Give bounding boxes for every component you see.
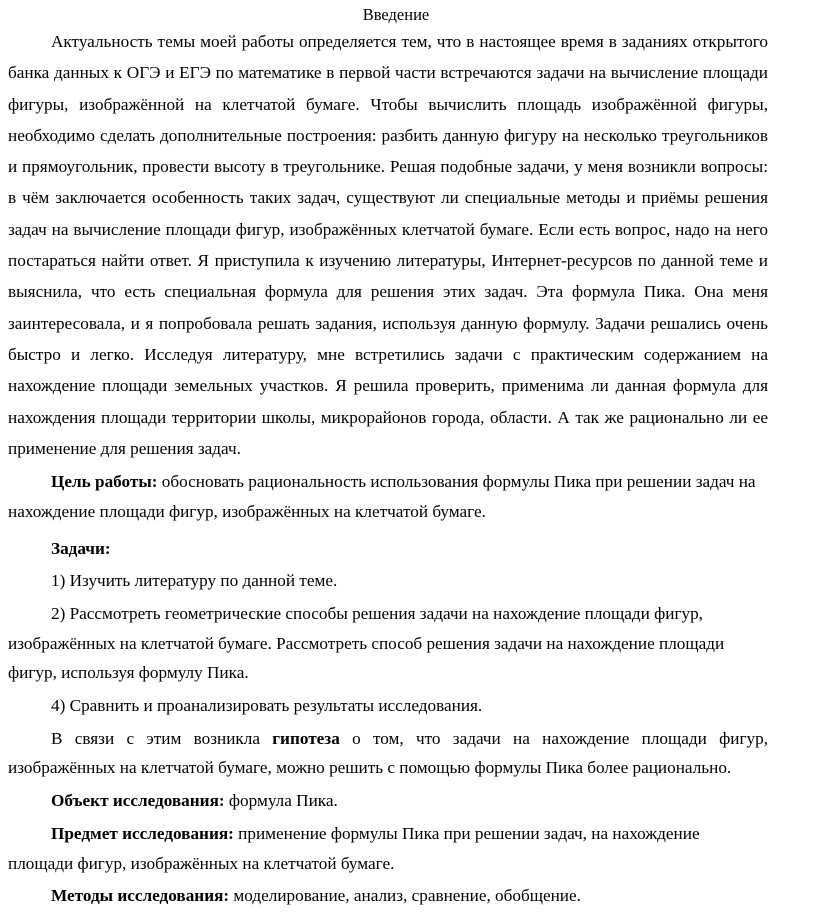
methods-paragraph [8,881,768,911]
task-item-2: 2) Рассмотреть геометрические способы решения задачи на нахождение площади фигур, изображённых на клетчатой бумаге. Рассмотреть способ решения задачи на нахождение площади фигур, используя формулу Пика. [8,603,725,683]
goal-paragraph [8,467,768,526]
page-title: Введение [362,5,430,24]
object-text: формула Пика. [224,791,338,811]
subject-label: Предмет исследования: [51,823,234,843]
hypothesis-label: гипотеза [272,728,340,748]
subject-text: применение формулы Пика при решении задач, на нахождение площади фигур, изображённых на клетчатой бумаге. [8,823,700,873]
goal-label: Цель работы: [51,472,158,492]
hypothesis-after: о том, что задачи на нахождение площади фигур, изображённых на клетчатой бумаге, можно решить с помощью формулы Пика более рационально. [8,728,768,778]
hypothesis-before: В связи с этим возникла [51,728,273,748]
tasks-heading [8,534,768,564]
document-page [8,4,768,911]
methods-label: Методы исследования: [51,886,230,906]
intro-paragraph: Актуальность темы моей работы определяется тем, что в настоящее время в заданиях открытого банка данных к ОГЭ и ЕГЭ по математике в первой части встречаются задачи на вычисление площади фигуры, изображённой на клетчатой бумаге. Чтобы вычислить площадь изображённой фигуры, необходимо сделать дополнительные построения: разбить данную фигуру на несколько треугольников и прямоугольник, провести высоту в треугольнике. Решая подобные задачи, у меня возникли вопросы: в чём заключается особенность таких задач, существуют ли специальные методы и приёмы решения задач на вычисление площади фигур, изображённых клетчатой бумаге. Если есть вопрос, надо на него постараться найти ответ. Я приступила к изучению литературы, Интернет-ресурсов по данной теме и выяснила, что есть специальная формула для решения этих задач. Эта формула Пика. Она меня заинтересовала, и я попробовала решать задания, используя данную формулу. Задачи решались очень быстро и легко. Исследуя литературу, мне встретились задачи с практическим содержанием на нахождение площади земельных участков. Я решила проверить, применима ли данная формула для нахождения площади территории школы, микрорайонов города, области. А так же рационально ли ее применение для решения задач. [8,32,768,458]
hypothesis-paragraph [8,724,768,783]
subject-paragraph [8,819,768,878]
tasks-label: Задачи: [51,538,111,558]
object-paragraph [8,786,768,816]
task-item-1: 1) Изучить литературу по данной теме. [51,571,338,591]
goal-text: обосновать рациональность использования формулы Пика при решении задач на нахождение площади фигур, изображённых на клетчатой бумаге. [8,472,756,521]
object-label: Объект исследования: [51,791,225,811]
methods-text: моделирование, анализ, сравнение, обобщение. [229,886,581,906]
task-item-4: 4) Сравнить и проанализировать результаты исследования. [51,696,483,716]
